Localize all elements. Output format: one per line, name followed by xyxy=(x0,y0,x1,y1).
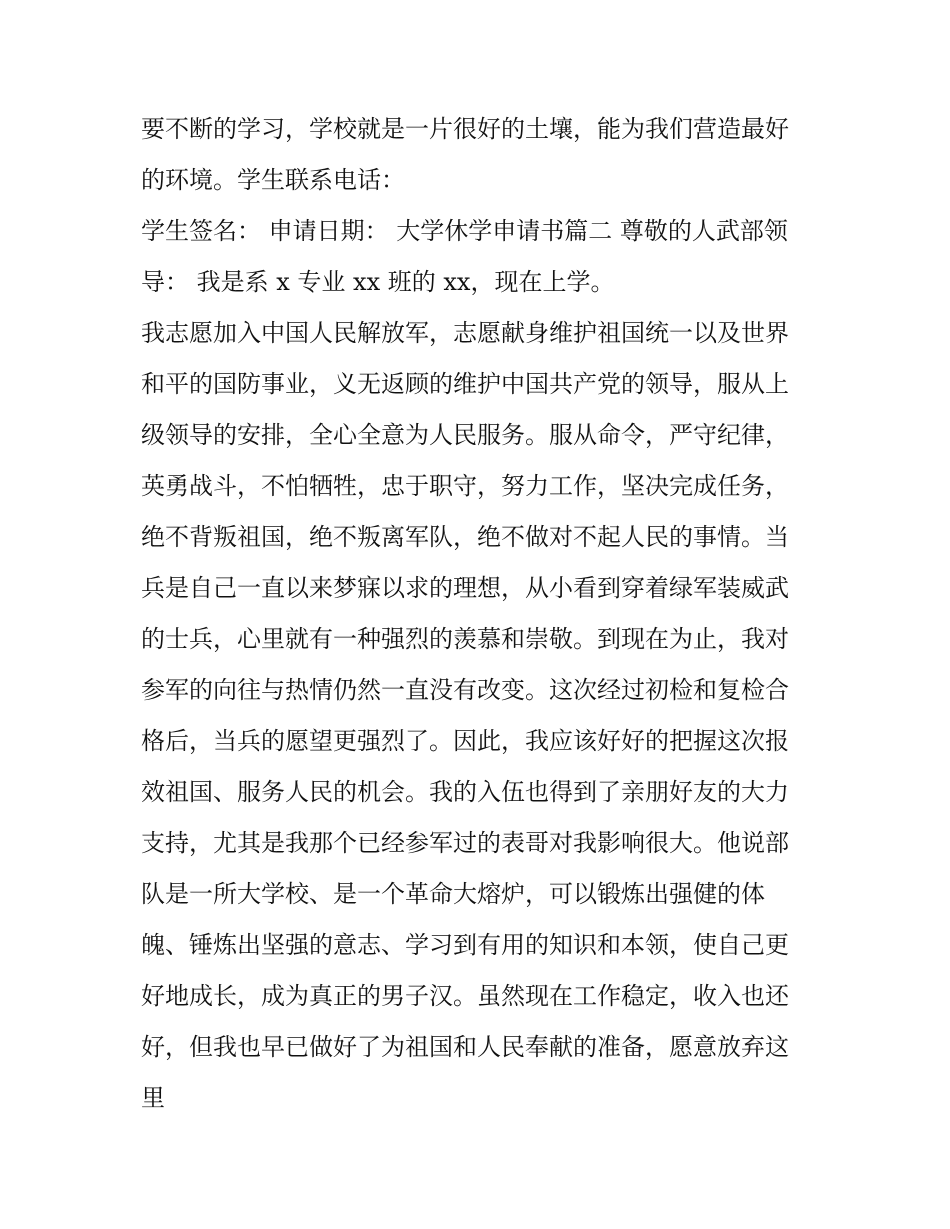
text-line-2: 的环境。学生联系电话： xyxy=(141,166,405,194)
text-line-17: 魄、锤炼出坚强的意志、学习到有用的知识和本领，使自己更 xyxy=(141,931,789,959)
text-line-7: 级领导的安排，全心全意为人民服务。服从命令，严守纪律， xyxy=(141,421,789,449)
text-line-11: 的士兵，心里就有一种强烈的羡慕和崇敬。到现在为止，我对 xyxy=(141,625,789,653)
text-line-6: 和平的国防事业，义无返顾的维护中国共产党的领导，服从上 xyxy=(141,370,789,398)
text-line-13: 格后，当兵的愿望更强烈了。因此，我应该好好的把握这次报 xyxy=(141,727,789,755)
text-line-1: 要不断的学习，学校就是一片很好的土壤，能为我们营造最好 xyxy=(141,115,789,143)
text-line-9: 绝不背叛祖国，绝不叛离军队，绝不做对不起人民的事情。当 xyxy=(141,523,789,551)
text-line-10: 兵是自己一直以来梦寐以求的理想，从小看到穿着绿军装威武 xyxy=(141,574,789,602)
text-line-8: 英勇战斗，不怕牺牲，忠于职守，努力工作，坚决完成任务， xyxy=(141,472,789,500)
text-line-16: 队是一所大学校、是一个革命大熔炉，可以锻炼出强健的体 xyxy=(141,880,765,908)
text-line-12: 参军的向往与热情仍然一直没有改变。这次经过初检和复检合 xyxy=(141,676,789,704)
text-line-18: 好地成长，成为真正的男子汉。虽然现在工作稳定，收入也还 xyxy=(141,982,789,1010)
text-line-19: 好，但我也早已做好了为祖国和人民奉献的准备，愿意放弃这 xyxy=(141,1033,789,1061)
text-line-4: 导： 我是系 x 专业 xx 班的 xx，现在上学。 xyxy=(141,268,615,296)
text-line-3: 学生签名： 申请日期： 大学休学申请书篇二 尊敬的人武部领 xyxy=(141,217,788,245)
text-line-5: 我志愿加入中国人民解放军，志愿献身维护祖国统一以及世界 xyxy=(141,319,789,347)
text-line-20: 里 xyxy=(141,1084,165,1112)
text-line-15: 支持，尤其是我那个已经参军过的表哥对我影响很大。他说部 xyxy=(141,829,789,857)
text-line-14: 效祖国、服务人民的机会。我的入伍也得到了亲朋好友的大力 xyxy=(141,778,789,806)
body-text xyxy=(141,104,813,1124)
